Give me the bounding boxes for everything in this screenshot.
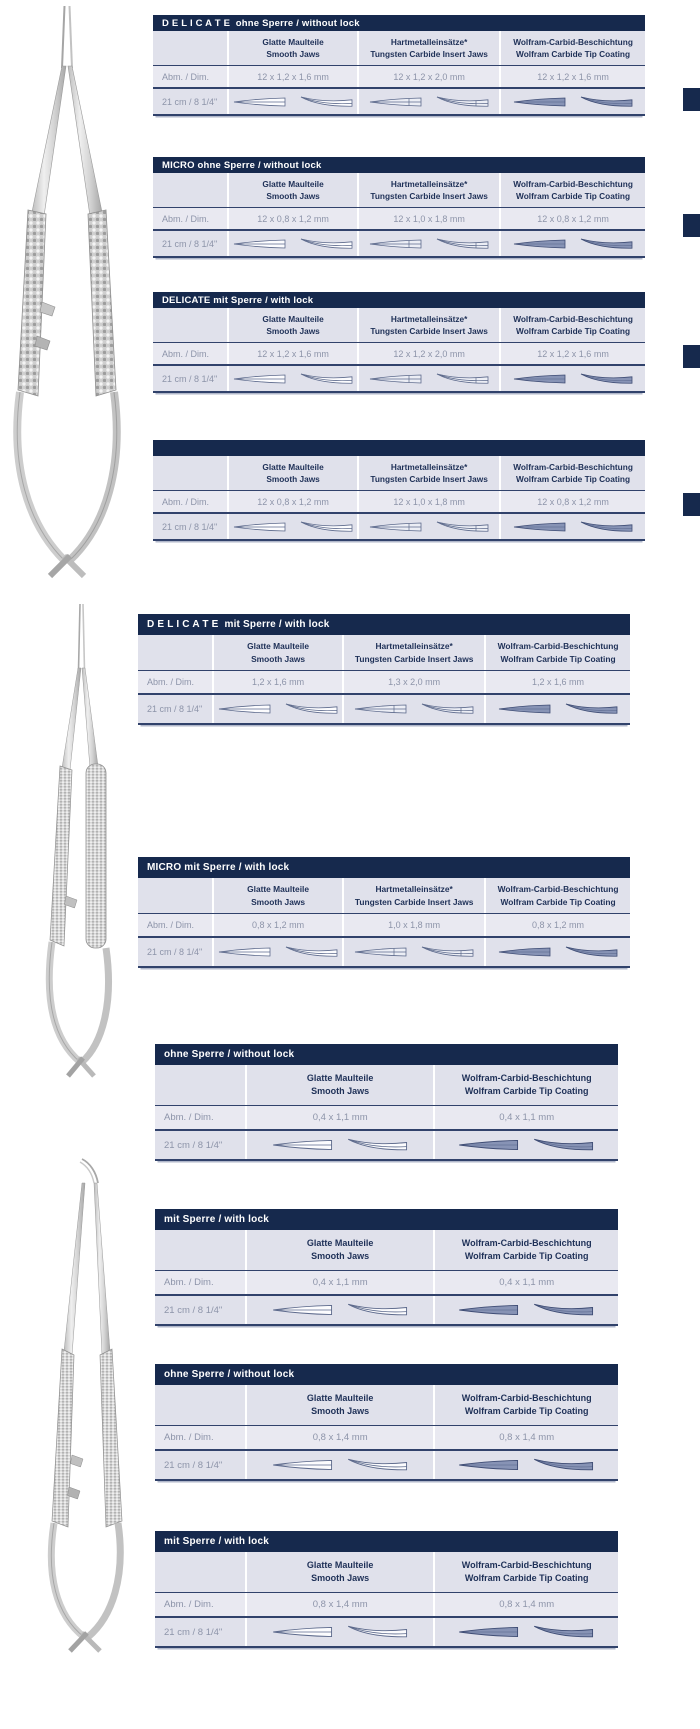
table-title: mit Sperre / with lock bbox=[164, 1536, 269, 1547]
jaw-curved-icon bbox=[580, 520, 634, 534]
jaw-curved-icon bbox=[347, 1137, 409, 1153]
column-header-cell bbox=[229, 31, 357, 65]
dim-value: 0,8 x 1,4 mm bbox=[435, 1593, 618, 1616]
column-header-en: Smooth Jaws bbox=[251, 896, 306, 907]
column-header-cell bbox=[229, 173, 357, 207]
jaw-straight-icon bbox=[513, 237, 567, 251]
column-header-cell bbox=[501, 31, 645, 65]
dim-label: Abm. / Dim. bbox=[153, 343, 227, 364]
column-header-row bbox=[138, 878, 630, 913]
dimensions-row bbox=[155, 1105, 618, 1131]
jaw-illustration-cell bbox=[501, 231, 645, 256]
column-header-en: Smooth Jaws bbox=[266, 474, 320, 484]
column-header-en: Smooth Jaws bbox=[251, 653, 306, 664]
jaw-curved-icon bbox=[580, 95, 634, 109]
jaw-straight-icon bbox=[458, 1457, 520, 1473]
column-header-cell bbox=[359, 31, 499, 65]
jaw-straight-icon bbox=[369, 237, 423, 251]
column-header-de: Hartmetalleinsätze* bbox=[375, 641, 453, 652]
jaw-illustration-cell bbox=[486, 695, 630, 723]
jaw-curved-icon bbox=[533, 1624, 595, 1640]
jaw-illustration-row bbox=[155, 1618, 618, 1648]
jaw-curved-icon bbox=[533, 1302, 595, 1318]
jaw-illustration-cell bbox=[344, 695, 484, 723]
jaw-straight-icon bbox=[272, 1302, 334, 1318]
size-label: 21 cm / 8 1/4" bbox=[155, 1296, 245, 1324]
column-header-cell bbox=[359, 308, 499, 342]
table-header-bar bbox=[155, 1044, 618, 1065]
column-header-en: Wolfram Carbide Tip Coating bbox=[516, 191, 631, 201]
jaw-illustration-cell bbox=[359, 231, 499, 256]
table-header-bar bbox=[138, 614, 630, 635]
dimensions-row bbox=[153, 490, 645, 514]
page-edge-tab bbox=[683, 493, 700, 516]
size-label: 21 cm / 8 1/4" bbox=[153, 514, 227, 539]
dim-value: 12 x 1,2 x 1,6 mm bbox=[501, 66, 645, 87]
column-header-row bbox=[138, 635, 630, 670]
jaw-curved-icon bbox=[300, 520, 354, 534]
column-header-cell bbox=[229, 456, 357, 490]
column-header-cell bbox=[486, 878, 630, 913]
dim-label: Abm. / Dim. bbox=[155, 1593, 245, 1616]
spec-table bbox=[155, 1531, 618, 1648]
column-header-de: Hartmetalleinsätze* bbox=[390, 36, 468, 47]
column-header-en: Tungsten Carbide Insert Jaws bbox=[370, 326, 488, 336]
column-header-de: Glatte Maulteile bbox=[262, 178, 324, 189]
table-title: ohne Sperre / without lock bbox=[164, 1049, 295, 1060]
dim-label: Abm. / Dim. bbox=[153, 491, 227, 512]
spec-table bbox=[153, 440, 645, 541]
column-header-en: Tungsten Carbide Insert Jaws bbox=[354, 653, 474, 664]
page-edge-tab bbox=[683, 88, 700, 111]
table-header-bar bbox=[153, 292, 645, 308]
table-header-bar bbox=[153, 440, 645, 456]
jaw-illustration-row bbox=[153, 89, 645, 116]
jaw-straight-icon bbox=[369, 95, 423, 109]
column-header-de: Wolfram-Carbid-Beschichtung bbox=[461, 1559, 592, 1570]
jaw-curved-icon bbox=[436, 95, 490, 109]
column-header-de: Wolfram-Carbid-Beschichtung bbox=[461, 1237, 592, 1248]
jaw-straight-icon bbox=[233, 520, 287, 534]
jaw-illustration-row bbox=[153, 231, 645, 258]
column-header-en: Wolfram Carbide Tip Coating bbox=[516, 474, 631, 484]
column-header-en: Tungsten Carbide Insert Jaws bbox=[370, 474, 488, 484]
column-header-cell bbox=[359, 173, 499, 207]
dimensions-row bbox=[155, 1592, 618, 1618]
column-header-cell bbox=[344, 878, 484, 913]
jaw-illustration-cell bbox=[359, 89, 499, 114]
column-header-de: Glatte Maulteile bbox=[306, 1072, 374, 1083]
jaw-straight-icon bbox=[218, 945, 272, 959]
table-title: mit Sperre / with lock bbox=[164, 1214, 269, 1225]
jaw-illustration-cell bbox=[501, 366, 645, 391]
table-header-bar bbox=[155, 1531, 618, 1552]
dim-value: 1,2 x 1,6 mm bbox=[486, 671, 630, 693]
jaw-curved-icon bbox=[580, 372, 634, 386]
dim-value: 0,4 x 1,1 mm bbox=[247, 1106, 433, 1129]
size-label: 21 cm / 8 1/4" bbox=[153, 89, 227, 114]
jaw-curved-icon bbox=[580, 237, 634, 251]
jaw-straight-icon bbox=[218, 702, 272, 716]
column-header-de: Hartmetalleinsätze* bbox=[390, 461, 468, 472]
column-header-de: Glatte Maulteile bbox=[306, 1237, 374, 1248]
spacer-cell bbox=[153, 31, 227, 65]
column-header-cell bbox=[501, 173, 645, 207]
jaw-straight-icon bbox=[233, 95, 287, 109]
jaw-curved-icon bbox=[300, 237, 354, 251]
jaw-illustration-cell bbox=[229, 231, 357, 256]
spec-table bbox=[155, 1209, 618, 1326]
table-title: MICRO mit Sperre / with lock bbox=[147, 862, 290, 873]
column-header-de: Glatte Maulteile bbox=[306, 1559, 374, 1570]
dim-value: 0,8 x 1,2 mm bbox=[214, 914, 342, 936]
dim-value: 0,8 x 1,4 mm bbox=[247, 1593, 433, 1616]
spacer-cell bbox=[155, 1385, 245, 1425]
column-header-cell bbox=[435, 1385, 618, 1425]
dimensions-row bbox=[138, 913, 630, 938]
table-title: D E L I C A T E ohne Sperre / without lock bbox=[162, 17, 360, 29]
column-header-cell bbox=[501, 308, 645, 342]
spacer-cell bbox=[138, 878, 212, 913]
dim-value: 12 x 1,0 x 1,8 mm bbox=[359, 208, 499, 229]
size-label: 21 cm / 8 1/4" bbox=[153, 231, 227, 256]
jaw-illustration-cell bbox=[344, 938, 484, 966]
jaw-straight-icon bbox=[354, 702, 408, 716]
column-header-cell bbox=[214, 878, 342, 913]
jaw-illustration-row bbox=[155, 1296, 618, 1326]
column-header-cell bbox=[247, 1552, 433, 1592]
jaw-illustration-row bbox=[155, 1451, 618, 1481]
column-header-en: Smooth Jaws bbox=[311, 1086, 370, 1096]
column-header-en: Wolfram Carbide Tip Coating bbox=[500, 653, 616, 664]
dim-value: 0,4 x 1,1 mm bbox=[247, 1271, 433, 1294]
jaw-curved-icon bbox=[533, 1457, 595, 1473]
column-header-de: Hartmetalleinsätze* bbox=[390, 313, 468, 324]
jaw-straight-icon bbox=[513, 372, 567, 386]
column-header-en: Smooth Jaws bbox=[311, 1251, 370, 1261]
size-label: 21 cm / 8 1/4" bbox=[155, 1618, 245, 1646]
jaw-illustration-cell bbox=[214, 938, 342, 966]
spec-table bbox=[153, 15, 645, 116]
column-header-de: Wolfram-Carbid-Beschichtung bbox=[513, 313, 633, 324]
jaw-curved-icon bbox=[285, 945, 339, 959]
spacer-cell bbox=[155, 1065, 245, 1105]
jaw-straight-icon bbox=[354, 945, 408, 959]
spec-table bbox=[138, 857, 630, 968]
jaw-illustration-cell bbox=[486, 938, 630, 966]
spec-table bbox=[138, 614, 630, 725]
column-header-en: Tungsten Carbide Insert Jaws bbox=[370, 191, 488, 201]
column-header-en: Wolfram Carbide Tip Coating bbox=[464, 1086, 589, 1096]
dimensions-row bbox=[155, 1425, 618, 1451]
dim-label: Abm. / Dim. bbox=[155, 1271, 245, 1294]
jaw-straight-icon bbox=[272, 1457, 334, 1473]
jaw-curved-icon bbox=[436, 237, 490, 251]
jaw-illustration-cell bbox=[247, 1131, 433, 1159]
jaw-illustration-cell bbox=[229, 514, 357, 539]
size-label: 21 cm / 8 1/4" bbox=[155, 1451, 245, 1479]
jaw-curved-icon bbox=[347, 1624, 409, 1640]
jaw-straight-icon bbox=[498, 702, 552, 716]
column-header-row bbox=[153, 173, 645, 207]
column-header-row bbox=[155, 1552, 618, 1592]
jaw-straight-icon bbox=[369, 372, 423, 386]
dimensions-row bbox=[153, 207, 645, 231]
column-header-de: Wolfram-Carbid-Beschichtung bbox=[513, 178, 633, 189]
column-header-en: Wolfram Carbide Tip Coating bbox=[516, 326, 631, 336]
table-header-bar bbox=[153, 157, 645, 173]
column-header-cell bbox=[247, 1385, 433, 1425]
spacer-cell bbox=[138, 635, 212, 670]
jaw-illustration-cell bbox=[435, 1296, 618, 1324]
dim-label: Abm. / Dim. bbox=[153, 208, 227, 229]
jaw-illustration-cell bbox=[435, 1131, 618, 1159]
dim-value: 12 x 0,8 x 1,2 mm bbox=[229, 491, 357, 512]
jaw-illustration-cell bbox=[247, 1296, 433, 1324]
jaw-curved-icon bbox=[421, 702, 475, 716]
jaw-illustration-cell bbox=[229, 89, 357, 114]
spacer-cell bbox=[153, 173, 227, 207]
column-header-row bbox=[153, 31, 645, 65]
spec-table bbox=[155, 1044, 618, 1161]
column-header-en: Tungsten Carbide Insert Jaws bbox=[354, 896, 474, 907]
dim-label: Abm. / Dim. bbox=[138, 914, 212, 936]
jaw-illustration-row bbox=[153, 514, 645, 541]
jaw-curved-icon bbox=[565, 945, 619, 959]
jaw-straight-icon bbox=[272, 1137, 334, 1153]
jaw-illustration-cell bbox=[247, 1618, 433, 1646]
spacer-cell bbox=[153, 308, 227, 342]
column-header-de: Hartmetalleinsätze* bbox=[390, 178, 468, 189]
jaw-curved-icon bbox=[285, 702, 339, 716]
jaw-illustration-cell bbox=[501, 89, 645, 114]
dimensions-row bbox=[153, 342, 645, 366]
jaw-curved-icon bbox=[347, 1302, 409, 1318]
jaw-curved-icon bbox=[300, 372, 354, 386]
jaw-curved-icon bbox=[347, 1457, 409, 1473]
dim-value: 12 x 0,8 x 1,2 mm bbox=[501, 208, 645, 229]
dim-value: 0,4 x 1,1 mm bbox=[435, 1271, 618, 1294]
column-header-cell bbox=[247, 1230, 433, 1270]
needle-holder-photo-3 bbox=[42, 1155, 130, 1655]
page-edge-tab bbox=[683, 214, 700, 237]
jaw-straight-icon bbox=[233, 237, 287, 251]
column-header-cell bbox=[435, 1230, 618, 1270]
jaw-illustration-cell bbox=[435, 1451, 618, 1479]
column-header-de: Wolfram-Carbid-Beschichtung bbox=[461, 1392, 592, 1403]
dimensions-row bbox=[153, 65, 645, 89]
dim-value: 12 x 1,2 x 2,0 mm bbox=[359, 343, 499, 364]
table-title: DELICATE mit Sperre / with lock bbox=[162, 294, 314, 306]
column-header-de: Glatte Maulteile bbox=[262, 313, 324, 324]
column-header-en: Wolfram Carbide Tip Coating bbox=[464, 1251, 589, 1261]
column-header-row bbox=[153, 308, 645, 342]
dim-value: 12 x 1,2 x 2,0 mm bbox=[359, 66, 499, 87]
column-header-cell bbox=[359, 456, 499, 490]
column-header-de: Glatte Maulteile bbox=[247, 884, 310, 895]
dimensions-row bbox=[138, 670, 630, 695]
table-title: D E L I C A T E mit Sperre / with lock bbox=[147, 619, 330, 630]
table-header-bar bbox=[155, 1364, 618, 1385]
jaw-curved-icon bbox=[565, 702, 619, 716]
jaw-curved-icon bbox=[300, 95, 354, 109]
column-header-row bbox=[153, 456, 645, 490]
column-header-en: Wolfram Carbide Tip Coating bbox=[464, 1573, 589, 1583]
column-header-cell bbox=[486, 635, 630, 670]
dim-value: 12 x 1,2 x 1,6 mm bbox=[229, 343, 357, 364]
column-header-en: Wolfram Carbide Tip Coating bbox=[516, 49, 631, 59]
column-header-cell bbox=[229, 308, 357, 342]
table-title: ohne Sperre / without lock bbox=[164, 1369, 295, 1380]
dim-value: 12 x 1,2 x 1,6 mm bbox=[229, 66, 357, 87]
jaw-curved-icon bbox=[436, 520, 490, 534]
dim-label: Abm. / Dim. bbox=[153, 66, 227, 87]
jaw-straight-icon bbox=[233, 372, 287, 386]
column-header-row bbox=[155, 1230, 618, 1270]
dim-label: Abm. / Dim. bbox=[138, 671, 212, 693]
dim-value: 0,8 x 1,4 mm bbox=[247, 1426, 433, 1449]
column-header-de: Glatte Maulteile bbox=[247, 641, 310, 652]
size-label: 21 cm / 8 1/4" bbox=[138, 695, 212, 723]
dimensions-row bbox=[155, 1270, 618, 1296]
column-header-en: Wolfram Carbide Tip Coating bbox=[464, 1406, 589, 1416]
jaw-illustration-row bbox=[138, 938, 630, 968]
spec-table bbox=[155, 1364, 618, 1481]
column-header-cell bbox=[344, 635, 484, 670]
column-header-en: Wolfram Carbide Tip Coating bbox=[500, 896, 616, 907]
jaw-illustration-cell bbox=[247, 1451, 433, 1479]
column-header-de: Glatte Maulteile bbox=[306, 1392, 374, 1403]
column-header-de: Glatte Maulteile bbox=[262, 461, 324, 472]
spec-table bbox=[153, 292, 645, 393]
table-header-bar bbox=[155, 1209, 618, 1230]
jaw-illustration-cell bbox=[229, 366, 357, 391]
jaw-curved-icon bbox=[421, 945, 475, 959]
needle-holder-photo-2 bbox=[36, 600, 128, 1078]
dim-value: 0,4 x 1,1 mm bbox=[435, 1106, 618, 1129]
dim-value: 1,3 x 2,0 mm bbox=[344, 671, 484, 693]
jaw-illustration-row bbox=[155, 1131, 618, 1161]
dim-value: 1,0 x 1,8 mm bbox=[344, 914, 484, 936]
jaw-straight-icon bbox=[513, 95, 567, 109]
size-label: 21 cm / 8 1/4" bbox=[155, 1131, 245, 1159]
spec-table bbox=[153, 157, 645, 258]
dim-value: 1,2 x 1,6 mm bbox=[214, 671, 342, 693]
jaw-curved-icon bbox=[436, 372, 490, 386]
column-header-cell bbox=[214, 635, 342, 670]
dim-value: 12 x 0,8 x 1,2 mm bbox=[501, 491, 645, 512]
column-header-cell bbox=[247, 1065, 433, 1105]
column-header-cell bbox=[435, 1065, 618, 1105]
jaw-illustration-cell bbox=[359, 514, 499, 539]
dim-label: Abm. / Dim. bbox=[155, 1426, 245, 1449]
page-edge-tab bbox=[683, 345, 700, 368]
jaw-illustration-cell bbox=[435, 1618, 618, 1646]
spacer-cell bbox=[153, 456, 227, 490]
jaw-straight-icon bbox=[458, 1624, 520, 1640]
column-header-en: Smooth Jaws bbox=[266, 191, 320, 201]
table-header-bar bbox=[138, 857, 630, 878]
jaw-illustration-cell bbox=[359, 366, 499, 391]
column-header-de: Hartmetalleinsätze* bbox=[375, 884, 453, 895]
jaw-curved-icon bbox=[533, 1137, 595, 1153]
column-header-de: Wolfram-Carbid-Beschichtung bbox=[513, 461, 633, 472]
column-header-en: Tungsten Carbide Insert Jaws bbox=[370, 49, 488, 59]
jaw-straight-icon bbox=[458, 1137, 520, 1153]
column-header-row bbox=[155, 1065, 618, 1105]
spacer-cell bbox=[155, 1230, 245, 1270]
jaw-straight-icon bbox=[458, 1302, 520, 1318]
column-header-en: Smooth Jaws bbox=[266, 49, 320, 59]
jaw-straight-icon bbox=[498, 945, 552, 959]
column-header-en: Smooth Jaws bbox=[311, 1406, 370, 1416]
size-label: 21 cm / 8 1/4" bbox=[138, 938, 212, 966]
spacer-cell bbox=[155, 1552, 245, 1592]
table-title: MICRO ohne Sperre / without lock bbox=[162, 159, 322, 171]
column-header-cell bbox=[435, 1552, 618, 1592]
dim-value: 12 x 1,0 x 1,8 mm bbox=[359, 491, 499, 512]
column-header-en: Smooth Jaws bbox=[266, 326, 320, 336]
jaw-straight-icon bbox=[513, 520, 567, 534]
dim-value: 12 x 1,2 x 1,6 mm bbox=[501, 343, 645, 364]
jaw-illustration-cell bbox=[214, 695, 342, 723]
column-header-row bbox=[155, 1385, 618, 1425]
jaw-illustration-row bbox=[138, 695, 630, 725]
jaw-illustration-cell bbox=[501, 514, 645, 539]
jaw-straight-icon bbox=[369, 520, 423, 534]
table-header-bar bbox=[153, 15, 645, 31]
column-header-cell bbox=[501, 456, 645, 490]
dim-value: 12 x 0,8 x 1,2 mm bbox=[229, 208, 357, 229]
jaw-illustration-row bbox=[153, 366, 645, 393]
size-label: 21 cm / 8 1/4" bbox=[153, 366, 227, 391]
column-header-de: Wolfram-Carbid-Beschichtung bbox=[513, 36, 633, 47]
column-header-en: Smooth Jaws bbox=[311, 1573, 370, 1583]
column-header-de: Wolfram-Carbid-Beschichtung bbox=[497, 641, 619, 652]
dim-value: 0,8 x 1,4 mm bbox=[435, 1426, 618, 1449]
dim-label: Abm. / Dim. bbox=[155, 1106, 245, 1129]
needle-holder-photo-1 bbox=[8, 4, 130, 582]
dim-value: 0,8 x 1,2 mm bbox=[486, 914, 630, 936]
jaw-straight-icon bbox=[272, 1624, 334, 1640]
column-header-de: Glatte Maulteile bbox=[262, 36, 324, 47]
column-header-de: Wolfram-Carbid-Beschichtung bbox=[461, 1072, 592, 1083]
column-header-de: Wolfram-Carbid-Beschichtung bbox=[497, 884, 619, 895]
